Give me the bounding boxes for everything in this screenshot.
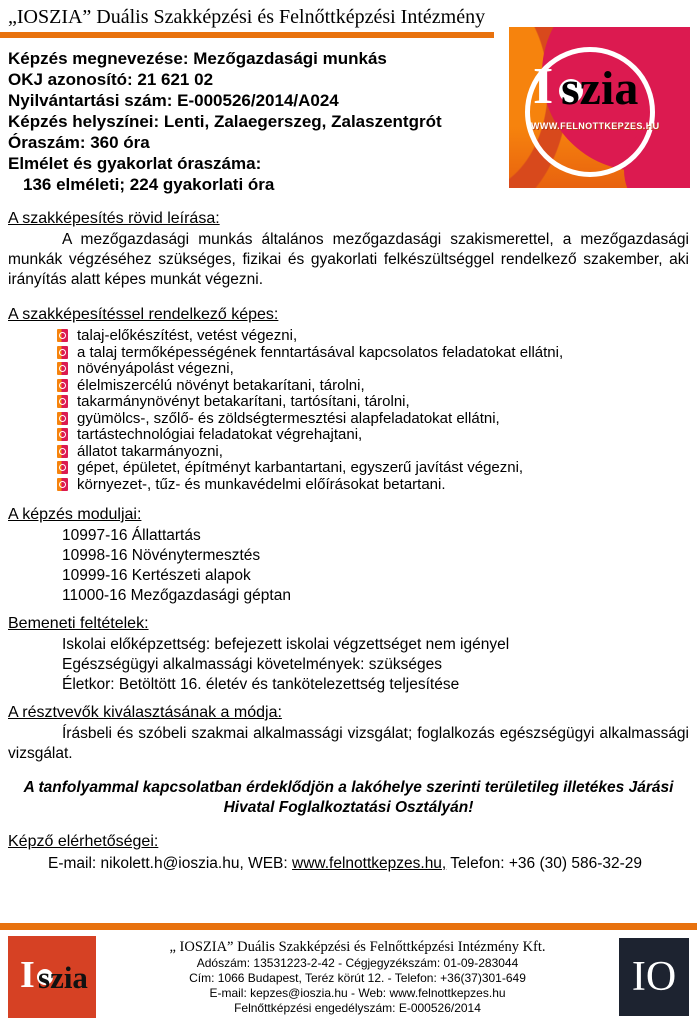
- ioszia-bullet-icon: [57, 412, 68, 425]
- hours-line: Óraszám: 360 óra: [8, 133, 150, 152]
- module-list: [8, 526, 689, 606]
- ioszia-bullet-icon: [57, 478, 68, 491]
- footer-email-web-line: E-mail: kepzes@ioszia.hu - Web: www.felnottkepzes.hu: [209, 986, 506, 1000]
- logo-website-text: WWW.FELNOTTKEPZES.HU: [531, 121, 660, 131]
- section-heading-competencies: A szakképesítéssel rendelkező képes:: [8, 306, 279, 323]
- competency-text: takarmánynövényt betakarítani, tartósítani, tárolni,: [77, 393, 410, 410]
- footer-logo-letters-szia: szia: [38, 960, 88, 995]
- logo-letters-szia: szia: [561, 62, 639, 115]
- competency-item: [57, 361, 689, 378]
- competency-item: [57, 394, 689, 411]
- competency-item: [57, 477, 689, 494]
- ioszia-bullet-icon: [57, 428, 68, 441]
- ioszia-bullet-icon: [57, 379, 68, 392]
- footer: [0, 923, 697, 1024]
- footer-content: [0, 930, 697, 1024]
- competency-text: tartástechnológiai feladatokat végrehajtani,: [77, 426, 363, 443]
- module-item: 10998-16 Növénytermesztés: [62, 547, 261, 564]
- registration-number-line: Nyilvántartási szám: E-000526/2014/A024: [8, 91, 339, 110]
- ioszia-logo: [509, 27, 690, 188]
- contact-email-text: E-mail: nikolett.h@ioszia.hu, WEB:: [48, 855, 293, 872]
- logo-letter-i: I: [533, 58, 554, 115]
- competency-text: élelmiszercélú növényt betakarítani, tárolni,: [77, 376, 365, 394]
- description-paragraph: A mezőgazdasági munkás általános mezőgazdasági szakismerettel, a mezőgazdasági munkák végzéséhez szükséges, fizikai és gyakorlati felkészültséggel rendelkező szakember, aki irányítás alatt képes munkát végezni.: [8, 231, 689, 288]
- competency-text: állatot takarmányozni,: [77, 442, 223, 460]
- entry-requirement-item: Életkor: Betöltött 16. életév és tankötelezettség teljesítése: [62, 676, 460, 693]
- ioszia-bullet-icon: [57, 346, 68, 359]
- footer-tax-line: Adószám: 13531223-2-42 - Cégjegyzékszám: 01-09-283044: [196, 956, 519, 970]
- io-footer-logo-right: IO: [619, 938, 689, 1016]
- contact-web-link[interactable]: www.felnottkepzes.hu,: [292, 855, 447, 872]
- theory-practice-hours-line: 136 elméleti; 224 gyakorlati óra: [23, 175, 275, 194]
- section-heading-contact: Képző elérhetőségei:: [8, 833, 159, 850]
- competency-text: gépet, épületet, építményt karbantartani, egyszerű javítást végezni,: [77, 459, 524, 476]
- theory-practice-label-line: Elmélet és gyakorlat óraszáma:: [8, 154, 262, 173]
- ioszia-footer-logo-left: [8, 936, 96, 1018]
- ioszia-bullet-icon: [57, 445, 68, 458]
- selection-paragraph: Írásbeli és szóbeli szakmai alkalmassági vizsgálat; foglalkozás egészségügyi alkalmassági vizsgálat.: [8, 725, 689, 762]
- footer-accent-rule: [0, 923, 697, 930]
- locations-line: Képzés helyszínei: Lenti, Zalaegerszeg, Zalaszentgrót: [8, 112, 442, 131]
- competency-list: [8, 328, 689, 493]
- competency-item: [57, 378, 689, 395]
- jarasi-hivatal-notice: A tanfolyammal kapcsolatban érdeklődjön a lakóhelye szerinti területileg illetékes Járási Hivatal Foglalkoztatási Osztályán!: [23, 779, 674, 816]
- footer-license-line: Felnőttképzési engedélyszám: E-000526/2014: [234, 1001, 481, 1015]
- competency-item: [57, 345, 689, 362]
- module-item: 10997-16 Állattartás: [62, 527, 201, 544]
- section-heading-description: A szakképesítés rövid leírása:: [8, 210, 220, 227]
- footer-logo-letter-i: I: [20, 954, 35, 996]
- entry-requirement-list: [8, 635, 689, 695]
- competency-text: növényápolást végezni,: [77, 360, 234, 377]
- document-body: [8, 209, 689, 874]
- ioszia-bullet-icon: [57, 461, 68, 474]
- competency-item: [57, 328, 689, 345]
- competency-text: környezet-, tűz- és munkavédelmi előírásokat betartani.: [77, 475, 446, 493]
- footer-address-line: Cím: 1066 Budapest, Teréz körút 12. - Telefon: +36(37)301-649: [189, 971, 526, 985]
- competency-item: [57, 460, 689, 477]
- contact-line: [8, 854, 689, 874]
- module-item: 10999-16 Kertészeti alapok: [62, 567, 251, 584]
- institution-title: „IOSZIA” Duális Szakképzési és Felnőttképzési Intézmény: [8, 6, 486, 28]
- ioszia-bullet-icon: [57, 395, 68, 408]
- competency-text: gyümölcs-, szőlő- és zöldségtermesztési alapfeladatokat ellátni,: [77, 409, 500, 427]
- course-name-line: Képzés megnevezése: Mezőgazdasági munkás: [8, 49, 387, 68]
- competency-text: a talaj termőképességének fenntartásával kapcsolatos feladatokat ellátni,: [77, 343, 564, 361]
- section-heading-entry-requirements: Bemeneti feltételek:: [8, 615, 149, 632]
- footer-company-details: [96, 938, 619, 1016]
- course-info-block: [8, 48, 488, 195]
- competency-item: [57, 411, 689, 428]
- ioszia-bullet-icon: [57, 362, 68, 375]
- competency-item: [57, 444, 689, 461]
- module-item: 11000-16 Mezőgazdasági géptan: [62, 587, 291, 604]
- contact-phone-text: Telefon: +36 (30) 586-32-29: [446, 855, 643, 872]
- section-heading-modules: A képzés moduljai:: [8, 506, 142, 523]
- entry-requirement-item: Iskolai előképzettség: befejezett iskolai végzettséget nem igényel: [62, 636, 510, 653]
- footer-company-name: „ IOSZIA” Duális Szakképzési és Felnőttképzési Intézmény Kft.: [169, 939, 546, 955]
- section-heading-selection: A résztvevők kiválasztásának a módja:: [8, 704, 282, 721]
- okj-id-line: OKJ azonosító: 21 621 02: [8, 70, 214, 89]
- competency-item: [57, 427, 689, 444]
- entry-requirement-item: Egészségügyi alkalmassági követelmények: szükséges: [62, 656, 442, 673]
- competency-text: talaj-előkészítést, vetést végezni,: [77, 327, 298, 344]
- header-accent-rule: [0, 32, 494, 38]
- ioszia-bullet-icon: [57, 329, 68, 342]
